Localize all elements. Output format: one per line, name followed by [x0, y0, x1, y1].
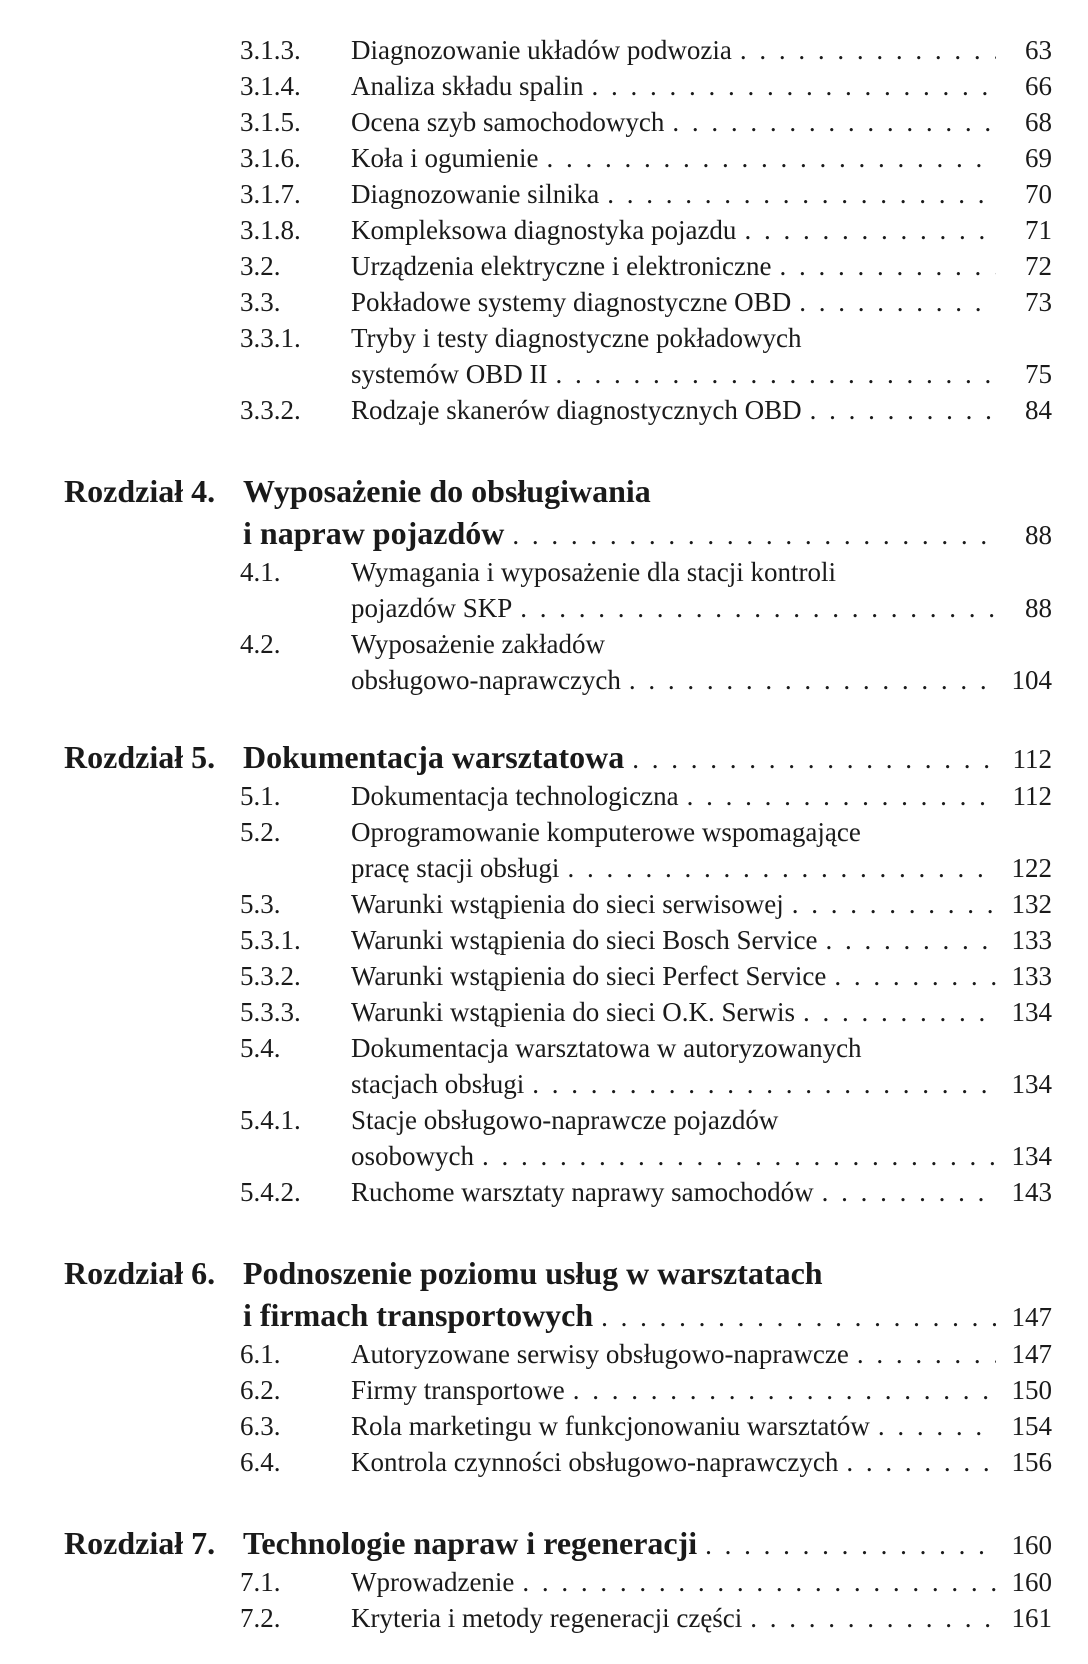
toc-entry-continuation [0, 590, 1088, 626]
entry-title: Kompleksowa diagnostyka pojazdu [351, 215, 737, 245]
entry-title: Wprowadzenie [351, 1567, 515, 1597]
entry-title-line1: Stacje obsługowo-naprawcze pojazdów [351, 1105, 779, 1135]
entry-page: 161 [1011, 1603, 1052, 1633]
toc-entry [0, 958, 1088, 994]
entry-title: Diagnozowanie silnika [351, 179, 600, 209]
entry-title: Urządzenia elektryczne i elektroniczne [351, 251, 772, 281]
leader-dots [822, 1174, 996, 1210]
leader-dots [878, 1408, 996, 1444]
entry-title: Warunki wstąpienia do sieci Perfect Service [351, 961, 827, 991]
entry-page: 72 [1025, 251, 1052, 281]
entry-title: Dokumentacja technologiczna [351, 781, 679, 811]
entry-title: Warunki wstąpienia do sieci serwisowej [351, 889, 784, 919]
entry-number: 5.4.2. [240, 1177, 301, 1207]
leader-dots [573, 1372, 996, 1408]
entry-number: 7.2. [240, 1603, 281, 1633]
entry-title-line1: Oprogramowanie komputerowe wspomagające [351, 817, 861, 847]
toc-entry [0, 68, 1088, 104]
leader-dots [607, 176, 996, 212]
toc-entry-continuation [0, 1066, 1088, 1102]
chapter-label: Rozdział 7. [64, 1525, 216, 1561]
entry-title: Analiza składu spalin [351, 71, 584, 101]
entry-page: 156 [1011, 1447, 1052, 1477]
leader-dots [834, 958, 996, 994]
entry-title: Ocena szyb samochodowych [351, 107, 665, 137]
chapter-title: Dokumentacja warsztatowa [243, 739, 625, 775]
chapter-label: Rozdział 6. [64, 1255, 216, 1291]
leader-dots [705, 1524, 996, 1566]
toc-entry [0, 1372, 1088, 1408]
chapter-title-line1: Podnoszenie poziomu usług w warsztatach [243, 1255, 823, 1291]
entry-title: Kontrola czynności obsługowo-naprawczych [351, 1447, 839, 1477]
entry-number: 6.1. [240, 1339, 281, 1369]
entry-number: 6.4. [240, 1447, 281, 1477]
entry-page: 133 [1011, 961, 1052, 991]
leader-dots [810, 392, 996, 428]
entry-page: 160 [1011, 1567, 1052, 1597]
entry-number: 5.2. [240, 817, 281, 847]
chapter-label: Rozdział 5. [64, 739, 216, 775]
leader-dots [687, 778, 996, 814]
entry-title: pracę stacji obsługi [351, 853, 560, 883]
chapter-title: Technologie napraw i regeneracji [243, 1525, 698, 1561]
entry-page: 88 [1025, 593, 1052, 623]
toc-entry [0, 994, 1088, 1030]
entry-page: 154 [1011, 1411, 1052, 1441]
entry-page: 104 [1011, 665, 1052, 695]
entry-page: 68 [1025, 107, 1052, 137]
entry-title-line1: Tryby i testy diagnostyczne pokładowych [351, 323, 802, 353]
entry-page: 71 [1025, 215, 1052, 245]
entry-number: 5.1. [240, 781, 281, 811]
entry-number: 5.3.2. [240, 961, 301, 991]
entry-number: 3.1.4. [240, 71, 301, 101]
entry-title: obsługowo-naprawczych [351, 665, 621, 695]
entry-title: Rodzaje skanerów diagnostycznych OBD [351, 395, 802, 425]
leader-dots [750, 1600, 996, 1636]
entry-number: 3.3.1. [240, 323, 301, 353]
toc-entry [0, 1444, 1088, 1480]
leader-dots [546, 140, 996, 176]
entry-page: 70 [1025, 179, 1052, 209]
toc-entry [0, 284, 1088, 320]
toc-entry [0, 248, 1088, 284]
entry-page: 150 [1011, 1375, 1052, 1405]
chapter-title-line2: i firmach transportowych [243, 1297, 594, 1333]
entry-title: Diagnozowanie układów podwozia [351, 35, 732, 65]
entry-page: 122 [1011, 853, 1052, 883]
leader-dots [846, 1444, 996, 1480]
toc-entry [0, 886, 1088, 922]
toc-entry [0, 104, 1088, 140]
entry-title: Pokładowe systemy diagnostyczne OBD [351, 287, 792, 317]
entry-number: 3.1.7. [240, 179, 301, 209]
entry-title: systemów OBD II [351, 359, 548, 389]
entry-number: 3.3. [240, 287, 281, 317]
entry-title: stacjach obsługi [351, 1069, 525, 1099]
entry-page: 73 [1025, 287, 1052, 317]
entry-number: 3.2. [240, 251, 281, 281]
leader-dots [857, 1336, 996, 1372]
entry-page: 132 [1011, 889, 1052, 919]
entry-page: 63 [1025, 35, 1052, 65]
toc-entry [0, 626, 1088, 662]
entry-number: 3.1.6. [240, 143, 301, 173]
entry-number: 3.1.3. [240, 35, 301, 65]
toc-entry [0, 320, 1088, 356]
chapter-page: 112 [1012, 744, 1052, 774]
entry-number: 6.2. [240, 1375, 281, 1405]
chapter-label: Rozdział 4. [64, 473, 216, 509]
entry-number: 6.3. [240, 1411, 281, 1441]
toc-entry [0, 1174, 1088, 1210]
entry-title: Kryteria i metody regeneracji części [351, 1603, 743, 1633]
entry-title-line1: Dokumentacja warsztatowa w autoryzowanych [351, 1033, 862, 1063]
toc-entry [0, 554, 1088, 590]
entry-number: 5.3.3. [240, 997, 301, 1027]
entry-number: 3.1.5. [240, 107, 301, 137]
toc-entry [0, 212, 1088, 248]
toc-entry [0, 922, 1088, 958]
entry-title: Autoryzowane serwisy obsługowo-naprawcze [351, 1339, 849, 1369]
leader-dots [792, 886, 996, 922]
leader-dots [532, 1066, 996, 1102]
toc-entry [0, 778, 1088, 814]
entry-number: 5.4.1. [240, 1105, 301, 1135]
entry-page: 69 [1025, 143, 1052, 173]
entry-title: Warunki wstąpienia do sieci Bosch Service [351, 925, 818, 955]
leader-dots [556, 356, 997, 392]
entry-title: Warunki wstąpienia do sieci O.K. Serwis [351, 997, 795, 1027]
entry-page: 147 [1011, 1339, 1052, 1369]
toc-entry [0, 1408, 1088, 1444]
entry-page: 75 [1025, 359, 1052, 389]
leader-dots [567, 850, 996, 886]
chapter-heading [0, 1522, 1088, 1564]
chapter-title-line1: Wyposażenie do obsługiwania [243, 473, 651, 509]
toc-entry-continuation [0, 1138, 1088, 1174]
toc-entry-continuation [0, 850, 1088, 886]
chapter-page: 88 [1025, 520, 1052, 550]
toc-entry [0, 814, 1088, 850]
entry-page: 133 [1011, 925, 1052, 955]
toc-entry [0, 1030, 1088, 1066]
leader-dots [591, 68, 996, 104]
toc-entry [0, 32, 1088, 68]
toc-entry-continuation [0, 356, 1088, 392]
entry-number: 5.3. [240, 889, 281, 919]
entry-title: osobowych [351, 1141, 474, 1171]
leader-dots [672, 104, 996, 140]
toc-entry [0, 140, 1088, 176]
toc-entry [0, 392, 1088, 428]
entry-title: pojazdów SKP [351, 593, 513, 623]
chapter-heading-continuation [0, 1294, 1088, 1336]
entry-number: 5.4. [240, 1033, 281, 1063]
chapter-title-line2: i napraw pojazdów [243, 515, 505, 551]
toc-entry [0, 1336, 1088, 1372]
leader-dots [825, 922, 996, 958]
entry-title: Ruchome warsztaty naprawy samochodów [351, 1177, 814, 1207]
entry-number: 3.3.2. [240, 395, 301, 425]
entry-number: 7.1. [240, 1567, 281, 1597]
leader-dots [520, 590, 996, 626]
chapter-page: 160 [1011, 1530, 1052, 1560]
toc-entry [0, 176, 1088, 212]
entry-number: 4.2. [240, 629, 281, 659]
chapter-heading [0, 470, 1088, 512]
entry-title: Rola marketingu w funkcjonowaniu warsztatów [351, 1411, 870, 1441]
leader-dots [780, 248, 997, 284]
leader-dots [482, 1138, 996, 1174]
chapter-heading [0, 1252, 1088, 1294]
leader-dots [522, 1564, 996, 1600]
entry-page: 134 [1011, 1141, 1052, 1171]
entry-page: 112 [1012, 781, 1052, 811]
toc-entry-continuation [0, 662, 1088, 698]
entry-page: 84 [1025, 395, 1052, 425]
toc-entry [0, 1102, 1088, 1138]
leader-dots [799, 284, 996, 320]
entry-number: 3.1.8. [240, 215, 301, 245]
leader-dots [629, 662, 996, 698]
chapter-heading-continuation [0, 512, 1088, 554]
entry-title: Firmy transportowe [351, 1375, 565, 1405]
entry-title-line1: Wyposażenie zakładów [351, 629, 606, 659]
entry-title-line1: Wymagania i wyposażenie dla stacji kontroli [351, 557, 836, 587]
entry-page: 143 [1011, 1177, 1052, 1207]
entry-title: Koła i ogumienie [351, 143, 539, 173]
entry-page: 66 [1025, 71, 1052, 101]
chapter-page: 147 [1011, 1302, 1052, 1332]
entry-number: 5.3.1. [240, 925, 301, 955]
leader-dots [803, 994, 996, 1030]
leader-dots [632, 738, 996, 780]
toc-entry [0, 1600, 1088, 1636]
entry-number: 4.1. [240, 557, 281, 587]
leader-dots [601, 1296, 996, 1338]
leader-dots [512, 514, 996, 556]
leader-dots [744, 212, 996, 248]
toc-entry [0, 1564, 1088, 1600]
entry-page: 134 [1011, 997, 1052, 1027]
chapter-heading [0, 736, 1088, 778]
leader-dots [740, 32, 996, 68]
entry-page: 134 [1011, 1069, 1052, 1099]
